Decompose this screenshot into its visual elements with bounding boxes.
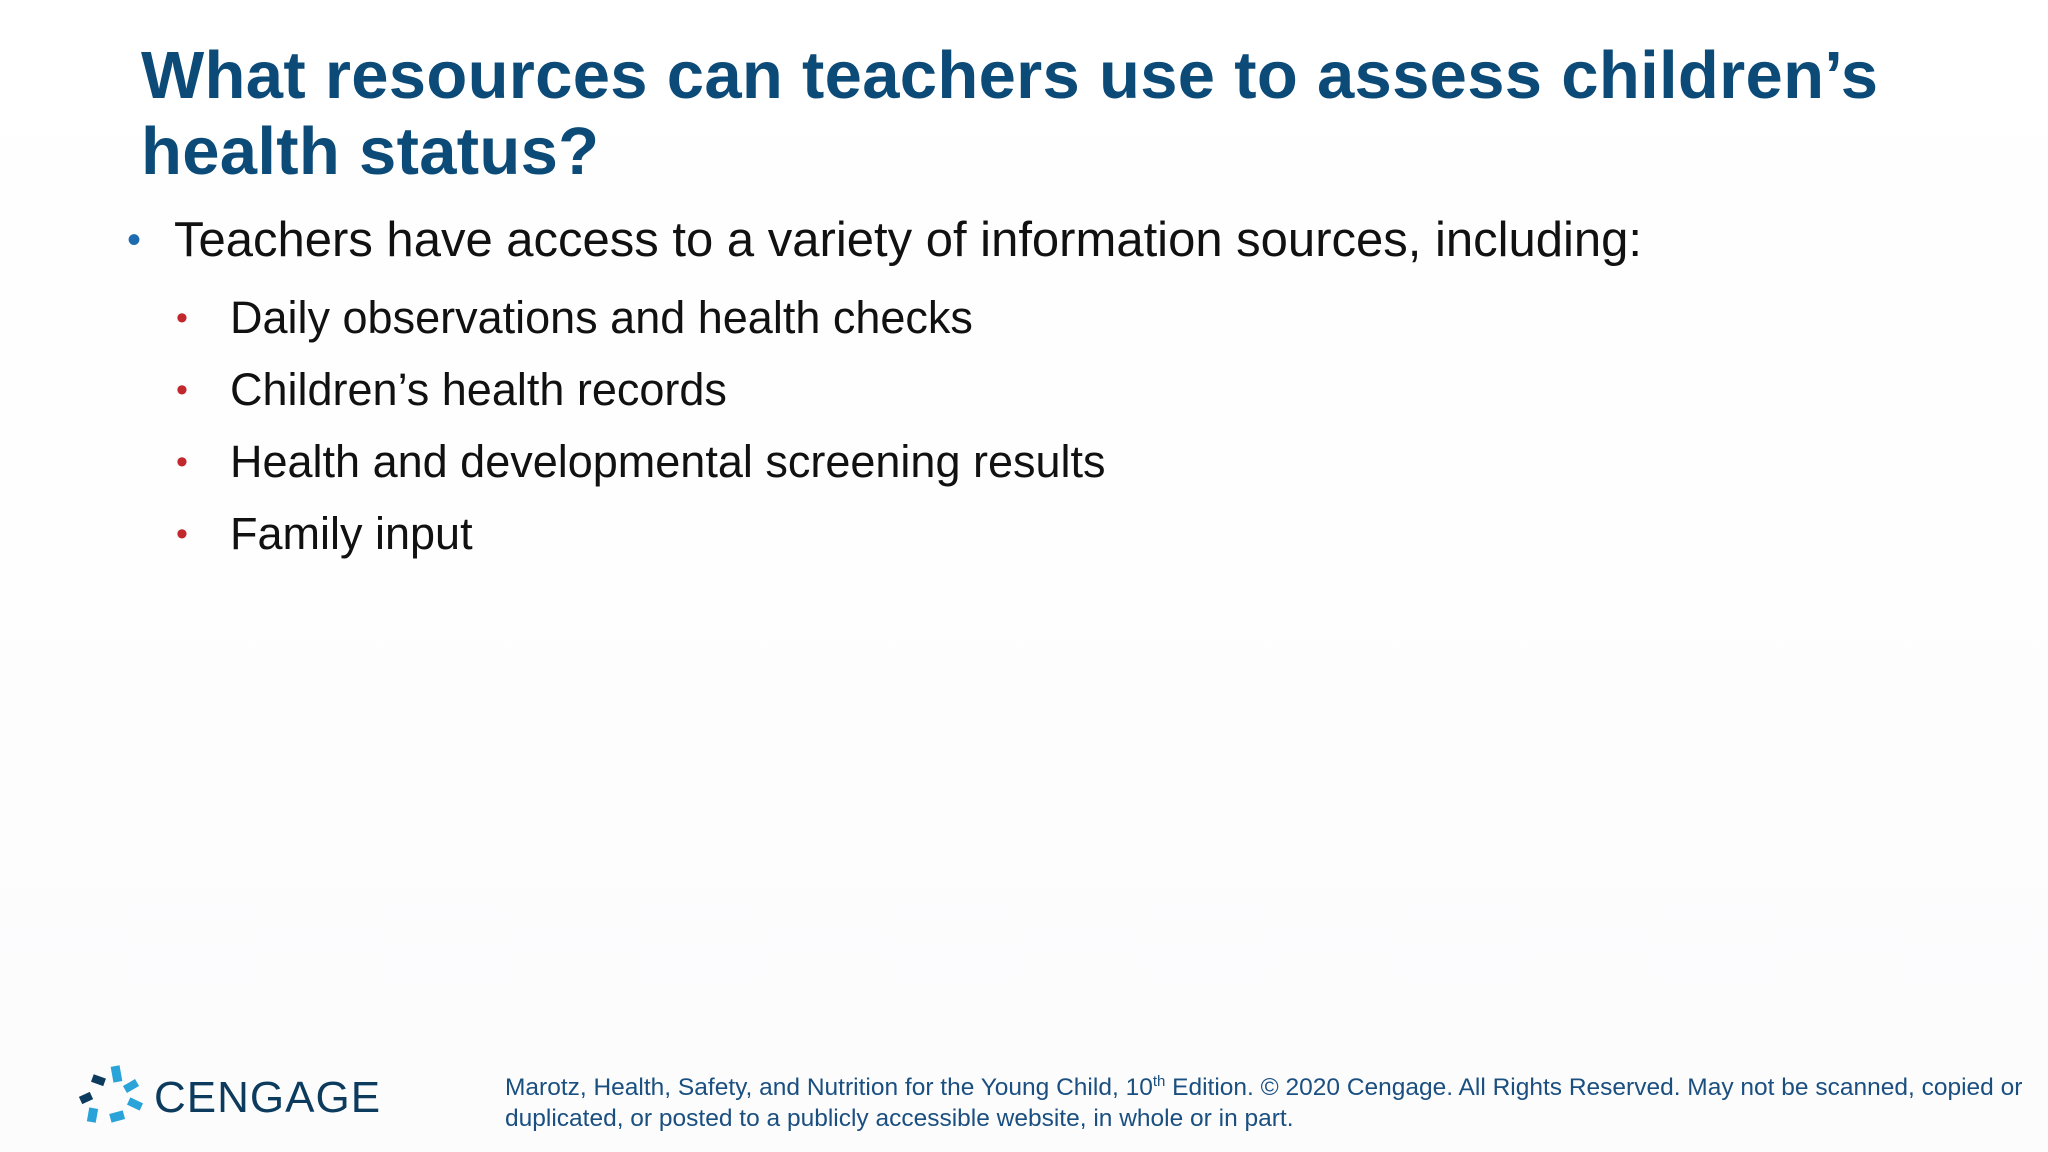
bullet-text: Teachers have access to a variety of information sources, including: bbox=[174, 213, 1643, 267]
sub-bullet-item bbox=[176, 506, 473, 562]
sub-bullet-dot-icon: • bbox=[176, 443, 188, 481]
sub-bullet-dot-icon: • bbox=[176, 371, 188, 409]
slide-title: What resources can teachers use to assess children’s health status? bbox=[141, 38, 1879, 189]
sub-bullet-item bbox=[176, 434, 1106, 490]
copyright-notice bbox=[505, 1072, 2025, 1134]
sub-bullet-item bbox=[176, 290, 973, 346]
citation-superscript: th bbox=[1152, 1072, 1166, 1090]
sub-bullet-item bbox=[176, 362, 727, 418]
sub-bullet-text: Children’s health records bbox=[230, 364, 727, 415]
logo-text: CENGAGE bbox=[154, 1073, 382, 1122]
sub-bullet-text: Health and developmental screening results bbox=[230, 436, 1106, 487]
sub-bullet-dot-icon: • bbox=[176, 515, 188, 553]
sub-bullet-text: Daily observations and health checks bbox=[230, 292, 973, 343]
cengage-logo bbox=[78, 1064, 382, 1130]
cengage-logo-icon bbox=[78, 1064, 146, 1130]
bullet-dot-icon: • bbox=[127, 218, 142, 262]
sub-bullet-text: Family input bbox=[230, 508, 473, 559]
citation-prefix: Marotz, Health, Safety, and Nutrition for the Young Child, 10 bbox=[505, 1074, 1153, 1101]
bullet-item bbox=[127, 210, 1643, 270]
sub-bullet-dot-icon: • bbox=[176, 299, 188, 337]
citation-suffix: Edition. © 2020 Cengage. All Rights Reserved. May not be scanned, copied or duplicated, or posted to a publicly accessible website, in whole or in part. bbox=[505, 1074, 2023, 1132]
